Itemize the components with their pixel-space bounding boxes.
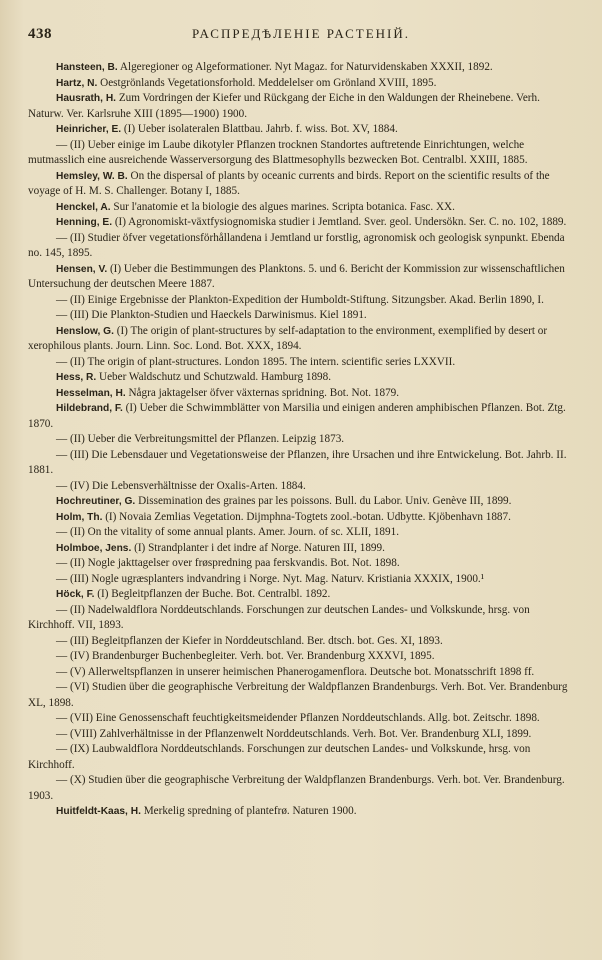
entry-text: — (IX) Laubwaldflora Norddeutschlands. Forschungen zur deutschen Landes- und Volkskunde, hrsg. von Kirchhoff. [28,743,531,771]
bibliography-entry [28,262,574,293]
entry-author: Henckel, A. [56,201,111,213]
bibliography-entry [28,510,574,526]
bibliography-entry [28,525,574,541]
bibliography-entry [28,711,574,727]
entry-author: Holm, Th. [56,511,103,523]
entry-text: (I) Agronomiskt-växtfysiognomiska studier i Jemtland. Sver. geol. Undersökn. Ser. C. no. 102, 1889. [112,216,567,228]
entry-text: Algeregioner og Algeformationer. Nyt Magaz. for Naturvidenskaben XXXII, 1892. [117,61,493,73]
entry-text: Sur l'anatomie et la biologie des algues marines. Scripta botanica. Fasc. XX. [110,200,455,213]
entry-author: Heinricher, E. [56,124,122,135]
entry-text: — (III) Die Lebensdauer und Vegetationsweise der Pflanzen, ihre Ursachen und ihre Entwickelung. Bot. Jahrb. II. 1881. [28,448,567,476]
bibliography-entry [28,603,574,634]
bibliography-entry [28,680,574,711]
entry-author: Hensen, V. [56,263,108,275]
entry-text: — (II) The origin of plant-structures. London 1895. The intern. scientific series LXXVII. [56,355,456,368]
entry-text: Zum Vordringen der Kiefer und Rückgang der Eiche in den Waldungen der Rheinebene. Verh. Naturw. Ver. Karlsruhe XIII (1895—1900) 1900. [28,92,540,120]
entry-text: — (II) Nogle jakttagelser over frøspredning paa ferskvandis. Bot. Not. 1898. [56,557,400,569]
bibliography-entry [28,401,574,432]
bibliography-entry [28,804,574,820]
page-header [28,26,574,60]
entry-author: Holmboe, Jens. [56,542,132,554]
entry-text: (I) The origin of plant-structures by self-adaptation to the environment, exemplified by desert or xerophilous plants. Journ. Linn. Soc. Lond. Bot. XXX, 1894. [28,324,548,352]
entry-text: — (IV) Die Lebensverhältnisse der Oxalis-Arten. 1884. [56,479,306,492]
page-number: 438 [28,26,52,42]
entry-author: Hartz, N. [56,77,98,89]
entry-text: — (X) Studien über die geographische Verbreitung der Waldpflanzen Brandenburgs. Verh. bot. Ver. Brandenburg. 1903. [28,774,565,802]
bibliography-list [28,60,574,820]
entry-author: Hess, R. [56,372,97,383]
entry-author: Hansteen, B. [56,62,118,73]
entry-text: Merkelig spredning of plantefrø. Naturen 1900. [140,805,357,817]
entry-author: Henslow, G. [56,325,114,337]
bibliography-entry [28,200,574,216]
entry-author: Hochreutiner, G. [56,496,136,507]
entry-author: Hausrath, H. [56,93,117,104]
entry-text: — (III) Nogle ugræsplanters indvandring i Norge. Nyt. Mag. Naturv. Kristiania XXXIX, 1900.¹ [56,572,485,585]
entry-text: Ueber Waldschutz und Schutzwald. Hamburg 1898. [96,371,332,383]
bibliography-entry [28,370,574,386]
bibliography-entry [28,494,574,510]
entry-text: (I) Strandplanter i det indre af Norge. Naturen III, 1899. [131,541,385,554]
bibliography-entry [28,665,574,681]
entry-author: Höck, F. [56,589,95,600]
bibliography-entry [28,324,574,355]
bibliography-entry [28,541,574,557]
entry-text: On the dispersal of plants by oceanic currents and birds. Report on the scientific results of the voyage of H. M. S. Challenger. Botany I, 1885. [28,169,550,197]
entry-text: — (VIII) Zahlverhältnisse in der Pflanzenwelt Norddeutschlands. Verh. Bot. Ver. Brandenburg XLI, 1899. [56,727,532,740]
entry-author: Huitfeldt-Kaas, H. [56,806,141,817]
entry-text: — (II) Einige Ergebnisse der Plankton-Expedition der Humboldt-Stiftung. Sitzungsber. Akad. Berlin 1890, I. [56,293,544,306]
bibliography-entry [28,169,574,200]
bibliography-entry [28,122,574,138]
entry-text: Oestgrönlands Vegetationsforhold. Meddelelser om Grönland XVIII, 1895. [97,76,437,89]
entry-text: — (IV) Brandenburger Buchenbegleiter. Verh. bot. Ver. Brandenburg XXXVI, 1895. [56,650,435,662]
entry-text: — (II) On the vitality of some annual plants. Amer. Journ. of sc. XLII, 1891. [56,526,400,538]
entry-text: — (V) Allerweltspflanzen in unserer heimischen Phanerogamenflora. Deutsche bot. Monatsschrift 1898 ff. [56,665,535,678]
bibliography-entry [28,76,574,92]
entry-text: — (III) Die Plankton-Studien und Haeckels Darwinismus. Kiel 1891. [56,309,367,321]
bibliography-entry [28,742,574,773]
bibliography-entry [28,432,574,448]
entry-text: Dissemination des graines par les poissons. Bull. du Labor. Univ. Genève III, 1899. [135,495,512,507]
bibliography-entry [28,231,574,262]
entry-text: (I) Ueber die Bestimmungen des Planktons. 5. und 6. Bericht der Kommission zur wissenschaftlichen Untersuchung der deutschen Meere 1887. [28,262,565,290]
entry-text: (I) Ueber die Schwimmblätter von Marsilia und einigen anderen amphibischen Pflanzen. Bot. Ztg. 1870. [28,402,566,430]
bibliography-entry [28,138,574,169]
bibliography-entry [28,773,574,804]
bibliography-entry [28,634,574,650]
bibliography-entry [28,448,574,479]
bibliography-entry [28,649,574,665]
bibliography-entry [28,91,574,122]
bibliography-entry [28,727,574,743]
entry-text: — (II) Nadelwaldflora Norddeutschlands. Forschungen zur deutschen Landes- und Volkskunde, hrsg. von Kirchhoff. VII, 1893. [28,603,530,631]
bibliography-entry [28,293,574,309]
bibliography-entry [28,556,574,572]
entry-text: (I) Ueber isolateralen Blattbau. Jahrb. f. wiss. Bot. XV, 1884. [121,123,398,135]
entry-text: — (VI) Studien über die geographische Verbreitung der Waldpflanzen Brandenburgs. Verh. Bot. Ver. Brandenburg XL, 1898. [28,681,568,709]
bibliography-entry [28,572,574,588]
entry-author: Henning, E. [56,217,113,228]
entry-text: Några jaktagelser öfver växternas spridning. Bot. Not. 1879. [125,386,400,399]
entry-author: Hemsley, W. B. [56,170,128,182]
bibliography-entry [28,479,574,495]
entry-author: Hildebrand, F. [56,403,123,414]
entry-text: — (II) Studier öfver vegetationsförhållandena i Jemtland ur forstlig, agronomisk och geologisk synpunkt. Ebenda no. 145, 1895. [28,231,565,259]
bibliography-entry [28,386,574,402]
bibliography-entry [28,215,574,231]
entry-text: — (VII) Eine Genossenschaft feuchtigkeitsmeidender Pflanzen Norddeutschlands. Allg. bot. Zeitschr. 1898. [56,712,540,724]
entry-text: — (II) Ueber die Verbreitungsmittel der Pflanzen. Leipzig 1873. [56,433,345,445]
bibliography-entry [28,60,574,76]
entry-text: — (III) Begleitpflanzen der Kiefer in Norddeutschland. Ber. dtsch. bot. Ges. XI, 1893. [56,634,443,647]
bibliography-entry [28,308,574,324]
entry-author: Hesselman, H. [56,387,126,399]
entry-text: — (II) Ueber einige im Laube dikotyler Pflanzen trocknen Standortes auftretende Einrichtungen, welche mutmasslich eine ausreichende Wasserversorgung des Blattmesophylls bezwecken Bot. Centralbl. XXIII, 1885. [28,138,528,166]
bibliography-entry [28,587,574,603]
bibliography-entry [28,355,574,371]
running-head: РАСПРЕДѢЛЕНІЕ РАСТЕНІЙ. [191,26,410,41]
entry-text: (I) Begleitpflanzen der Buche. Bot. Centralbl. 1892. [94,588,331,600]
entry-text: (I) Novaia Zemlias Vegetation. Dijmphna-Togtets zool.-botan. Udbytte. Kjöbenhavn 1887. [102,510,511,523]
